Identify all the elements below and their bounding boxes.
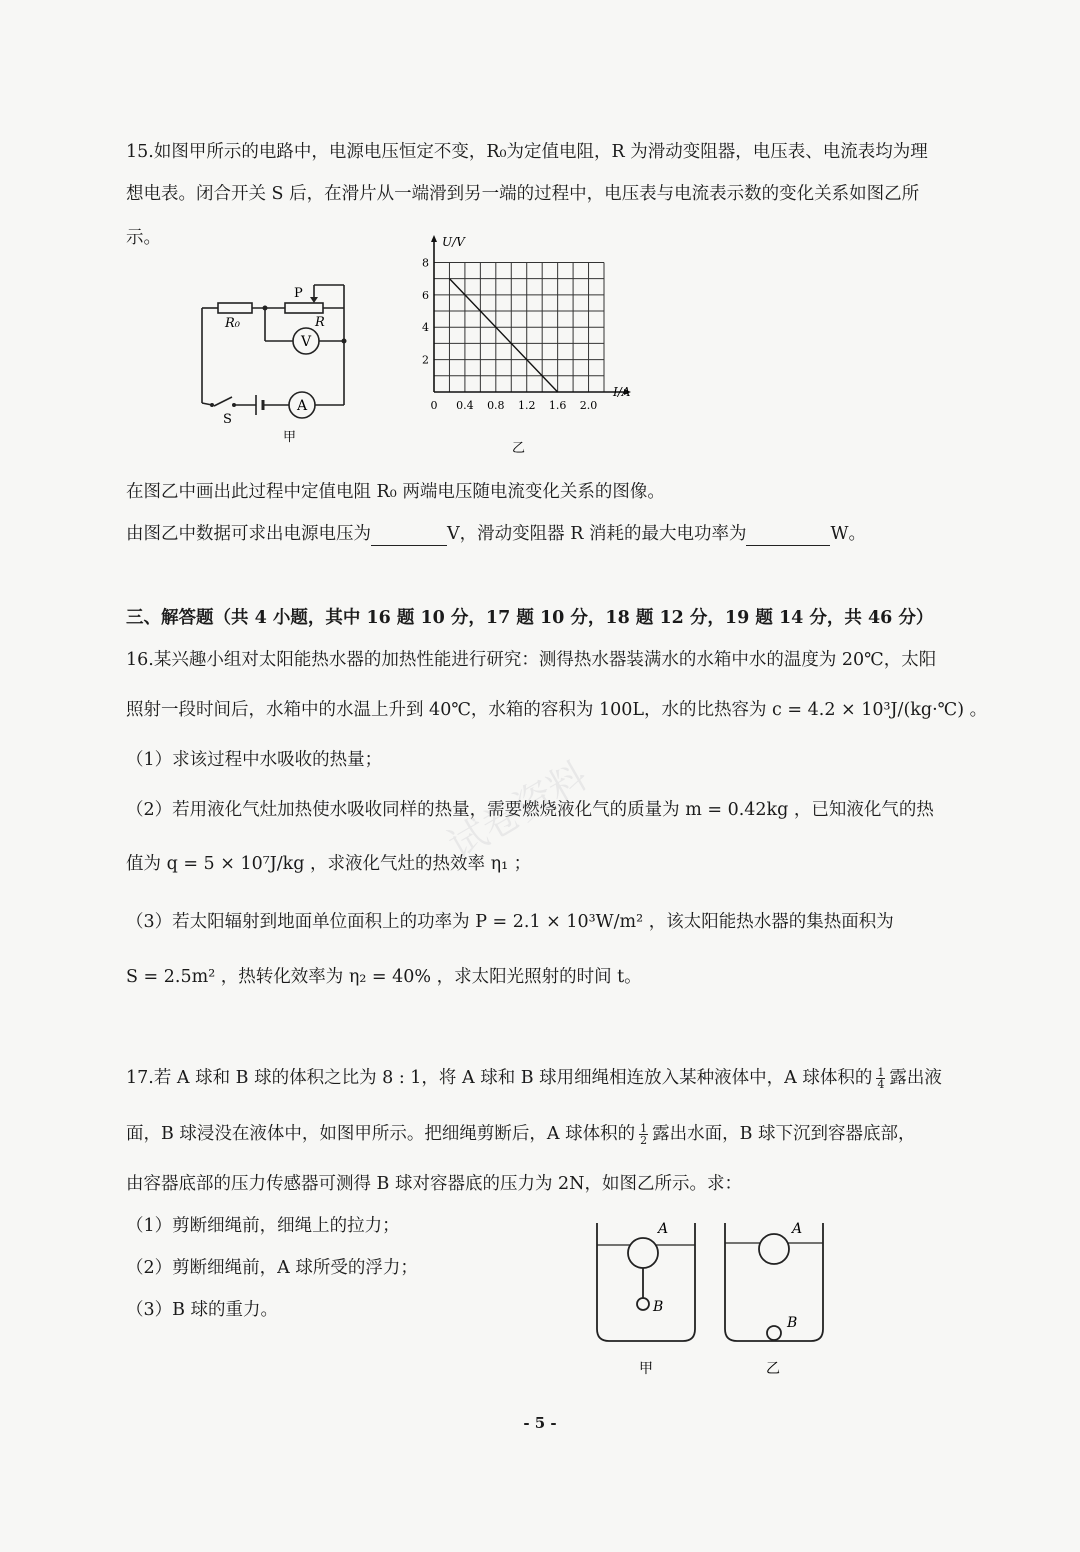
q16-part-1: （1）求该过程中水吸收的热量； <box>126 750 383 770</box>
graph-caption: 乙 <box>512 441 526 456</box>
graph-axes <box>431 235 631 395</box>
ball-a-label-2: A <box>792 1221 803 1237</box>
r-label: R <box>315 315 325 330</box>
q16-part-2: （2）若用液化气灶加热使水吸收同样的热量，需要燃烧液化气的质量为 m = 0.42kg ，已知液化气的热 <box>126 800 934 820</box>
q15-task-2 <box>126 522 866 546</box>
section-3-heading: 三、解答题（共 4 小题，其中 16 题 10 分，17 题 10 分，18 题 12 分，19 题 14 分，共 46 分） <box>126 608 934 628</box>
q16-part-3: （3）若太阳辐射到地面单位面积上的功率为 P = 2.1 × 10³W/m² ，该太阳能热水器的集热面积为 <box>126 912 894 932</box>
q17-line-1-b: 露出液 <box>889 1068 942 1088</box>
q17-part-2: （2）剪断细绳前，A 球所受的浮力； <box>126 1258 418 1278</box>
q16-part-3b: S = 2.5m² ，热转化效率为 η₂ = 40% ，求太阳光照射的时间 t。 <box>126 967 642 987</box>
q17-line-2-b: 露出水面，B 球下沉到容器底部， <box>652 1124 916 1144</box>
graph-series <box>449 279 557 392</box>
q15-task-2-part-a: 由图乙中数据可求出电源电压为 <box>126 524 371 544</box>
y-tick-label: 6 <box>422 288 429 302</box>
q17-line-2 <box>126 1122 916 1146</box>
q16-part-2b: 值为 q = 5 × 10⁷J/kg ，求液化气灶的热效率 η₁ ； <box>126 854 532 874</box>
x-tick-label: 0 <box>430 399 438 412</box>
fraction-one-quarter: $\frac{1}{4}$ <box>877 1066 885 1091</box>
x-tick-label: 2.0 <box>579 399 598 412</box>
q16-line-1: 16.某兴趣小组对太阳能热水器的加热性能进行研究：测得热水器装满水的水箱中水的温度为 20℃，太阳 <box>126 650 937 670</box>
fraction-one-half: $\frac{1}{2}$ <box>640 1122 648 1147</box>
buoyancy-figure <box>585 1215 835 1390</box>
r0-label: R₀ <box>225 316 240 331</box>
x-tick-label: 0.4 <box>456 399 474 412</box>
q17-line-1-a: 17.若 A 球和 B 球的体积之比为 8 : 1，将 A 球和 B 球用细绳相连放入某种液体中，A 球体积的 <box>126 1068 873 1088</box>
q17-part-3: （3）B 球的重力。 <box>126 1300 279 1320</box>
y-axis-arrow <box>431 235 437 242</box>
x-tick-label: 1.2 <box>517 399 536 412</box>
q17-line-3: 由容器底部的压力传感器可测得 B 球对容器底的压力为 2N，如图乙所示。求： <box>126 1174 742 1194</box>
q17-line-1 <box>126 1066 942 1090</box>
graph-ticks <box>422 256 597 412</box>
answer-blank-voltage[interactable] <box>371 527 447 546</box>
y-tick-label: 4 <box>422 321 429 335</box>
x-tick-label: 1.6 <box>548 399 567 412</box>
watermark: 试卷资料 <box>440 753 595 868</box>
ball-b-label-1: B <box>653 1299 664 1315</box>
fig-caption-yi: 乙 <box>766 1361 780 1377</box>
y-tick-label: 2 <box>422 353 429 367</box>
q15-line-1: 15.如图甲所示的电路中，电源电压恒定不变，R₀为定值电阻，R 为滑动变阻器，电压表、电流表均为理 <box>126 142 928 162</box>
ball-a-label-1: A <box>658 1221 669 1237</box>
ball-b-label-2: B <box>787 1315 798 1331</box>
switch-label: S <box>223 412 232 427</box>
q17-part-1: （1）剪断细绳前，细绳上的拉力； <box>126 1216 400 1236</box>
circuit-caption: 甲 <box>283 430 297 445</box>
voltmeter-label: V <box>301 334 312 350</box>
slider-p-label: P <box>294 286 303 301</box>
y-axis-label: U/V <box>442 235 465 249</box>
fig-caption-jia: 甲 <box>639 1361 653 1377</box>
q15-line-2: 想电表。闭合开关 S 后，在滑片从一端滑到另一端的过程中，电压表与电流表示数的变化关系如图乙所 <box>126 184 920 204</box>
ui-graph <box>410 232 650 462</box>
ammeter-label: A <box>297 398 308 414</box>
answer-blank-power[interactable] <box>746 527 830 546</box>
y-tick-label: 8 <box>422 256 429 270</box>
q16-line-2: 照射一段时间后，水箱中的水温上升到 40℃，水箱的容积为 100L，水的比热容为 c = 4.2 × 10³J/(kg·℃) 。 <box>126 700 988 720</box>
q15-line-3: 示。 <box>126 228 161 248</box>
q15-task-2-part-b: V，滑动变阻器 R 消耗的最大电功率为 <box>447 524 747 544</box>
graph-grid <box>434 262 604 392</box>
q15-task-2-part-c: W。 <box>830 524 866 544</box>
x-tick-label: 0.8 <box>487 399 505 412</box>
series-line <box>449 279 557 392</box>
q17-line-2-a: 面，B 球浸没在液体中，如图甲所示。把细绳剪断后，A 球体积的 <box>126 1124 636 1144</box>
q15-task-1: 在图乙中画出此过程中定值电阻 R₀ 两端电压随电流变化关系的图像。 <box>126 482 665 502</box>
x-axis-label: I/A <box>613 385 631 399</box>
page-number: - 5 - <box>523 1414 557 1432</box>
circuit-diagram <box>190 275 360 460</box>
